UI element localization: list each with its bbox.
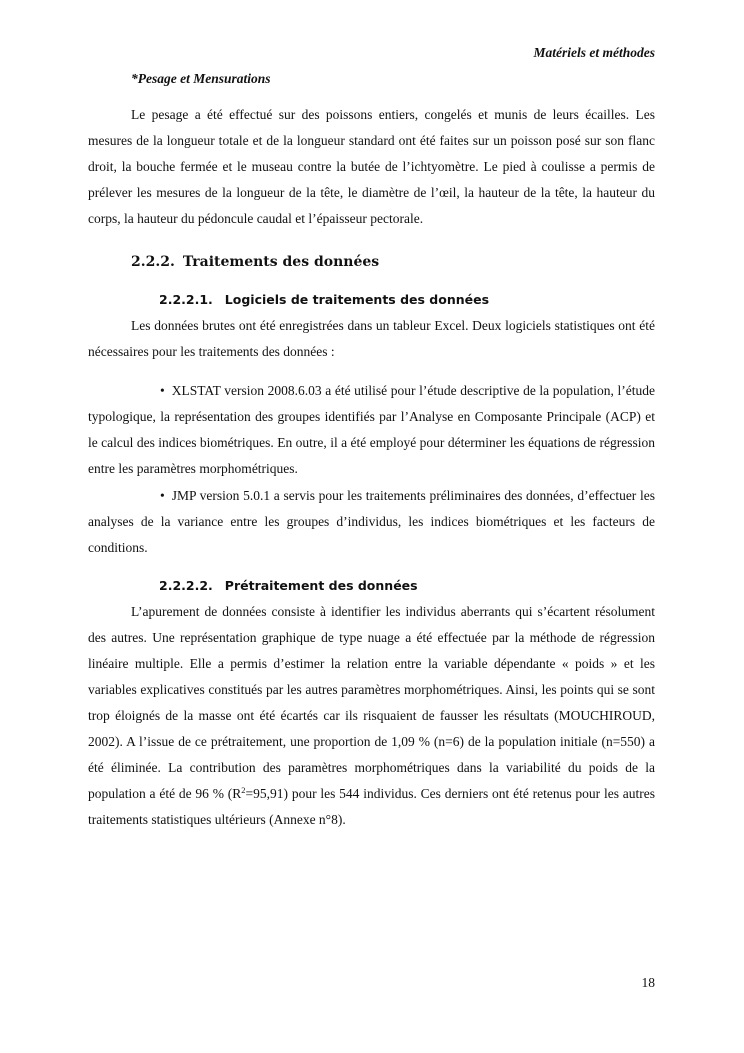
pretreatment-paragraph: [88, 599, 655, 833]
section-title: Prétraitement des données: [224, 578, 418, 593]
document-page: [88, 0, 655, 1053]
pesage-title: *Pesage et Mensurations: [131, 71, 271, 86]
section-number: 2.2.2.2.: [159, 578, 213, 593]
bullet-icon: •: [160, 488, 165, 503]
running-header: Matériels et méthodes: [533, 45, 655, 60]
superscript: 2: [241, 785, 246, 795]
bullet-icon: •: [160, 383, 165, 398]
section-number: 2.2.2.1.: [159, 292, 213, 307]
section-number: 2.2.2.: [131, 254, 175, 270]
section-heading-2-2-2: [131, 253, 379, 271]
pretreatment-text-part2: =95,91) pour les 544 individus. Ces derniers ont été retenus pour les autres traitements statistiques ultérieurs (Annexe n°8).: [88, 786, 655, 827]
section-title: Traitements des données: [182, 254, 380, 270]
page-number: 18: [641, 975, 655, 990]
section-title: Logiciels de traitements des données: [224, 292, 490, 307]
pesage-paragraph: Le pesage a été effectué sur des poissons entiers, congelés et munis de leurs écailles. Les mesures de la longueur totale et de la longueur standard ont été faites sur un poisson posé sur son flanc droit, la bouche fermée et le museau contre la butée de l’ichtyomètre. Le pied à coulisse a permis de prélever les mesures de la longueur de la tête, le diamètre de l’œil, la hauteur de la tête, la hauteur du corps, la hauteur du pédoncule caudal et l’épaisseur pectorale.: [88, 107, 655, 226]
pretreatment-text-part1: L’apurement de données consiste à identifier les individus aberrants qui s’écartent résolument des autres. Une représentation graphique de type nuage a été effectuée par la méthode de régression linéaire multiple. Elle a permis d’estimer la relation entre la variable dépendante « poids » et les variables explicatives constitués par les autres paramètres morphométriques. Ainsi, les points qui se sont trop éloignés de la masse ont été écartés car ils risquaient de fausser les résultats (MOUCHIROUD, 2002). A l’issue de ce prétraitement, une proportion de 1,09 % (n=6) de la population initiale (n=550) a été éliminée. La contribution des paramètres morphométriques dans la variabilité du poids de la population a été de 96 % (R: [88, 604, 655, 801]
section-heading-2-2-2-2: [159, 578, 418, 594]
section-heading-2-2-2-1: [159, 292, 489, 308]
bullet-item-jmp: [88, 483, 655, 561]
bullet-text: JMP version 5.0.1 a servis pour les traitements préliminaires des données, d’effectuer les analyses de la variance entre les groupes d’individus, les indices biométriques et les facteurs de conditions.: [88, 488, 655, 555]
bullet-text: XLSTAT version 2008.6.03 a été utilisé pour l’étude descriptive de la population, l’étude typologique, la représentation des groupes identifiés par l’Analyse en Composante Principale (ACP) et le calcul des indices biométriques. En outre, il a été employé pour déterminer les équations de régression entre les paramètres morphométriques.: [88, 383, 655, 476]
software-intro-paragraph: Les données brutes ont été enregistrées dans un tableur Excel. Deux logiciels statistiques ont été nécessaires pour les traitements des données :: [88, 318, 655, 359]
bullet-item-xlstat: [88, 378, 655, 482]
